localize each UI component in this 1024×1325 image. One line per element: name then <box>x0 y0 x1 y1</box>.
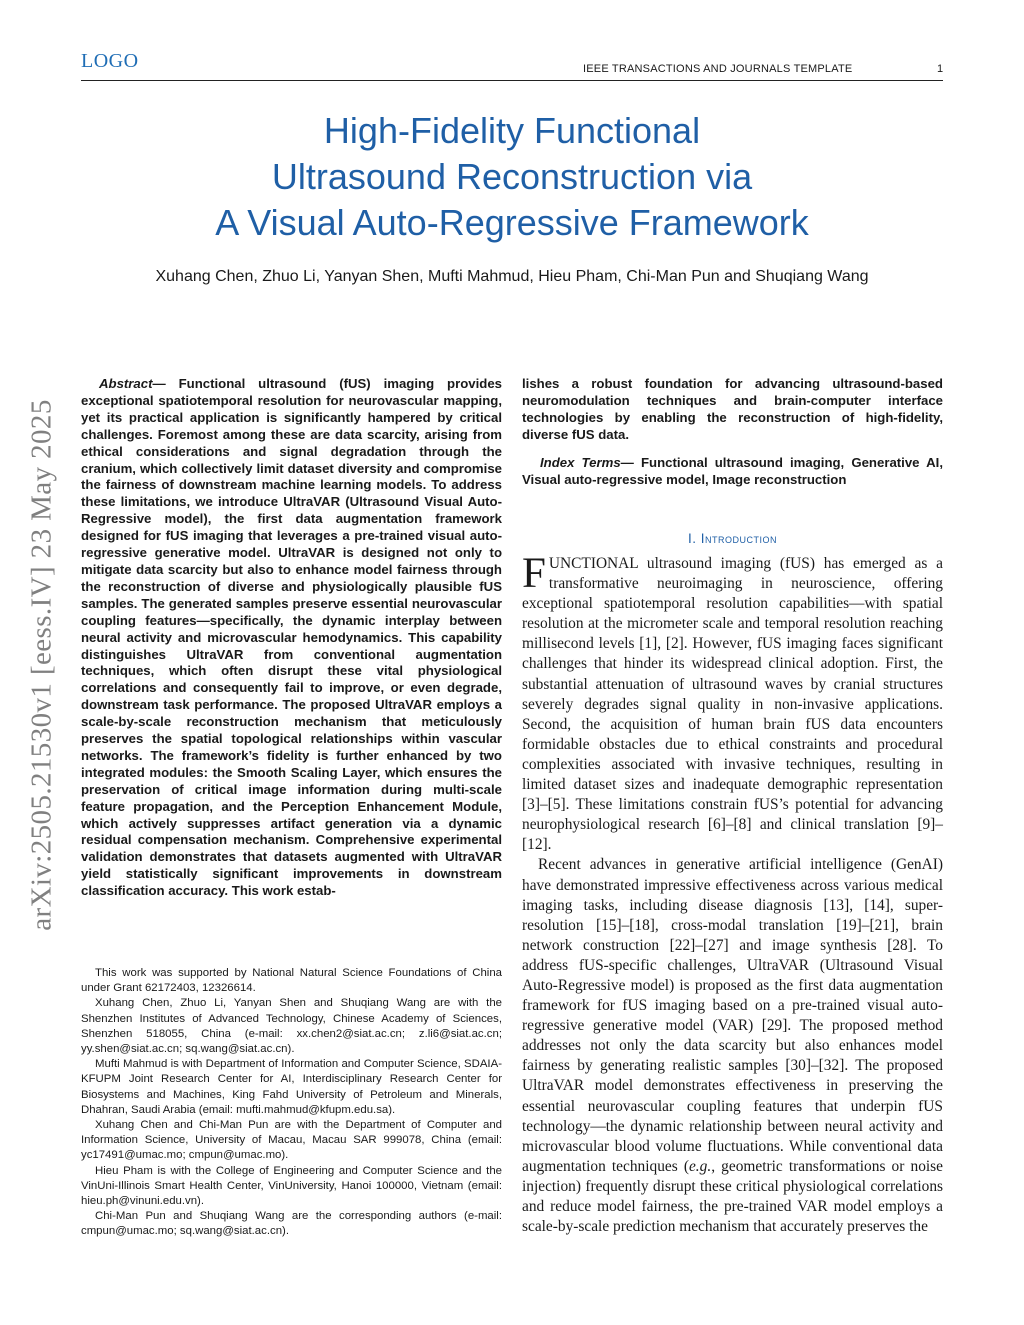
abstract-label: Abstract <box>99 376 153 391</box>
drop-cap: F <box>522 550 546 597</box>
abstract-dash: — <box>152 376 179 391</box>
paragraph-text: Recent advances in generative artificial intelligence (GenAI) have demonstrated impressive effectiveness across various medical imaging tasks, including disease diagnosis [13], [14], super-resolution [15]–[18], cross-modal translation [19]–[21], brain network construction [22]–[27] and image synthesis [28]. To address fUS-specific challenges, UltraVAR (Ultrasound Visual Auto-Regressive model) is proposed as the first data augmentation framework for fUS imaging based on a pre-trained visual auto-regressive generative model (VAR) [29]. The proposed method addresses not only the data scarcity but also enhances model fairness by generating realistic samples [30]–[32]. The proposed UltraVAR model demonstrates effectiveness in preserving the essential neurovascular coupling features that underpin fUS technology—the dynamic relationship between neural activity and microvascular blood volume fluctuations. While conventional data augmentation techniques ( <box>522 856 943 1175</box>
introduction-body <box>522 550 943 1237</box>
author-list: Xuhang Chen, Zhuo Li, Yanyan Shen, Mufti Mahmud, Hieu Pham, Chi-Man Pun and Shuqiang Wang <box>155 268 869 285</box>
abstract-continuation-text: lishes a robust foundation for advancing ultrasound-based neuromodulation techniques and brain-computer interface technologies by enabling the reconstruction of high-fidelity, diverse fUS data. <box>522 376 943 442</box>
title-line: High-Fidelity Functional <box>323 110 701 151</box>
section-heading <box>522 531 943 546</box>
footnote-affiliation: Mufti Mahmud is with Department of Information and Computer Science, SDAIA-KFUPM Joint Research Center for AI, Interdisciplinary Research Center for Biosystems and Machines, King Fahd University of Petroleum and Minerals, Dhahran, Saudi Arabia (email: mufti.mahmud@kfupm.edu.sa). <box>81 1058 502 1116</box>
abstract-continuation <box>522 376 943 444</box>
paper-title <box>81 108 943 246</box>
title-line: A Visual Auto-Regressive Framework <box>215 202 809 243</box>
section-title: Introduction <box>700 531 777 546</box>
header-divider <box>81 80 943 81</box>
paragraph-text: ultrasound imaging (fUS) has emerged as a transformative neuroimaging in neuroscience, offering exceptional spatiotemporal resolution capabilities—with spatial resolution at the micrometer scale and temporal resolution reaching millisecond levels [1], [2]. However, fUS imaging faces significant challenges that hinder its widespread clinical adoption. First, the substantial attenuation of ultrasound waves by cranial structures severely degrades signal quality in non-invasive applications. Second, the acquisition of human brain fUS data encounters formidable obstacles due to ethical constraints and procedural complexities associated with invasive techniques, resulting in limited dataset sizes and inadequate demographic representation [3]–[5]. These limitations constrain fUS’s potential for advancing neurophysiological research [6]–[8] and clinical translation [9]–[12]. <box>522 555 943 854</box>
first-word: UNCTIONAL <box>548 555 639 572</box>
affiliation-footnotes <box>81 966 502 1240</box>
index-terms <box>522 455 943 489</box>
title-line: Ultrasound Reconstruction via <box>271 156 753 197</box>
abstract-text: Functional ultrasound (fUS) imaging provides exceptional spatiotemporal resolution for neurovascular mapping, yet its practical application is significantly hampered by critical challenges. Foremost among these are data scarcity, arising from ethical considerations and signal degradation through the cranium, which collectively limit dataset diversity and compromise the fairness of downstream machine learning models. To address these limitations, we introduce UltraVAR (Ultrasound Visual Auto-Regressive model), the first data augmentation framework designed for fUS imaging that leverages a pre-trained visual auto-regressive generative model. UltraVAR is designed not only to mitigate data scarcity but also to enhance model fairness through the reconstruction of diverse and physiologically plausible fUS samples. The generated samples preserve essential neurovascular coupling features—specifically, the dynamic interplay between neural activity and microvascular hemodynamics. This capability distinguishes UltraVAR from conventional augmentation techniques, which often disrupt these vital physiological correlations and consequently fail to improve, or even degrade, downstream task performance. The proposed UltraVAR employs a scale-by-scale reconstruction mechanism that meticulously preserves the spatial topological relationships within vascular networks. The framework’s fidelity is further enhanced by two integrated modules: the Smooth Scaling Layer, which ensures the preservation of critical image information during multi-scale feature propagation, and the Perception Enhancement Module, which actively suppresses artifact generation via a dynamic residual compensation mechanism. Comprehensive experimental validation demonstrates that datasets augmented with UltraVAR yield statistically significant improvements in downstream classification accuracy. This work estab- <box>81 376 502 899</box>
italic-abbrev: e.g. <box>688 1157 712 1175</box>
paragraph-text: , geometric transformations or noise injection) frequently disrupt these critical physiological correlations and reduce model fairness, the pre-trained VAR model employs a scale-by-scale prediction mechanism that accurately preserves the <box>522 1157 943 1236</box>
intro-paragraph-2 <box>522 855 943 1237</box>
page-number: 1 <box>937 63 944 75</box>
footnote-funding: This work was supported by National Natural Science Foundations of China under Grant 62172403, 12326614. <box>81 967 502 995</box>
intro-paragraph-1 <box>522 550 943 855</box>
footnote-affiliation: Hieu Pham is with the College of Engineering and Computer Science and the VinUni-Illinois Smart Health Center, VinUniversity, Hanoi 100000, Vietnam (email: hieu.ph@vinuni.edu.vn). <box>81 1164 502 1208</box>
arxiv-identifier: arXiv:2505.21530v1 [eess.IV] 23 May 2025 <box>25 399 58 931</box>
journal-logo: LOGO <box>81 50 139 72</box>
abstract <box>81 376 502 900</box>
footnote-corresponding: Chi-Man Pun and Shuqiang Wang are the corresponding authors (e-mail: cmpun@umac.mo; sq.wang@siat.ac.cn). <box>81 1210 502 1238</box>
index-terms-text: Functional ultrasound imaging, Generative AI, Visual auto-regressive model, Image reconstruction <box>522 455 943 487</box>
arxiv-stamp <box>22 355 62 975</box>
running-header: IEEE TRANSACTIONS AND JOURNALS TEMPLATE <box>583 63 853 75</box>
section-numeral: I. <box>687 531 701 546</box>
footnote-affiliation: Xuhang Chen, Zhuo Li, Yanyan Shen and Shuqiang Wang are with the Shenzhen Institutes of Advanced Technology, Chinese Academy of Sciences, Shenzhen 518055, China (e-mail: xx.chen2@siat.ac.cn; z.li6@siat.ac.cn; yy.shen@siat.ac.cn; sq.wang@siat.ac.cn). <box>81 997 502 1056</box>
index-terms-label: Index Terms <box>540 455 621 470</box>
footnote-affiliation: Xuhang Chen and Chi-Man Pun are with the Department of Computer and Information Science, University of Macau, Macau SAR 999078, China (email: yc17491@umac.mo; cmpun@umac.mo). <box>81 1119 502 1162</box>
index-terms-dash: — <box>620 455 641 470</box>
